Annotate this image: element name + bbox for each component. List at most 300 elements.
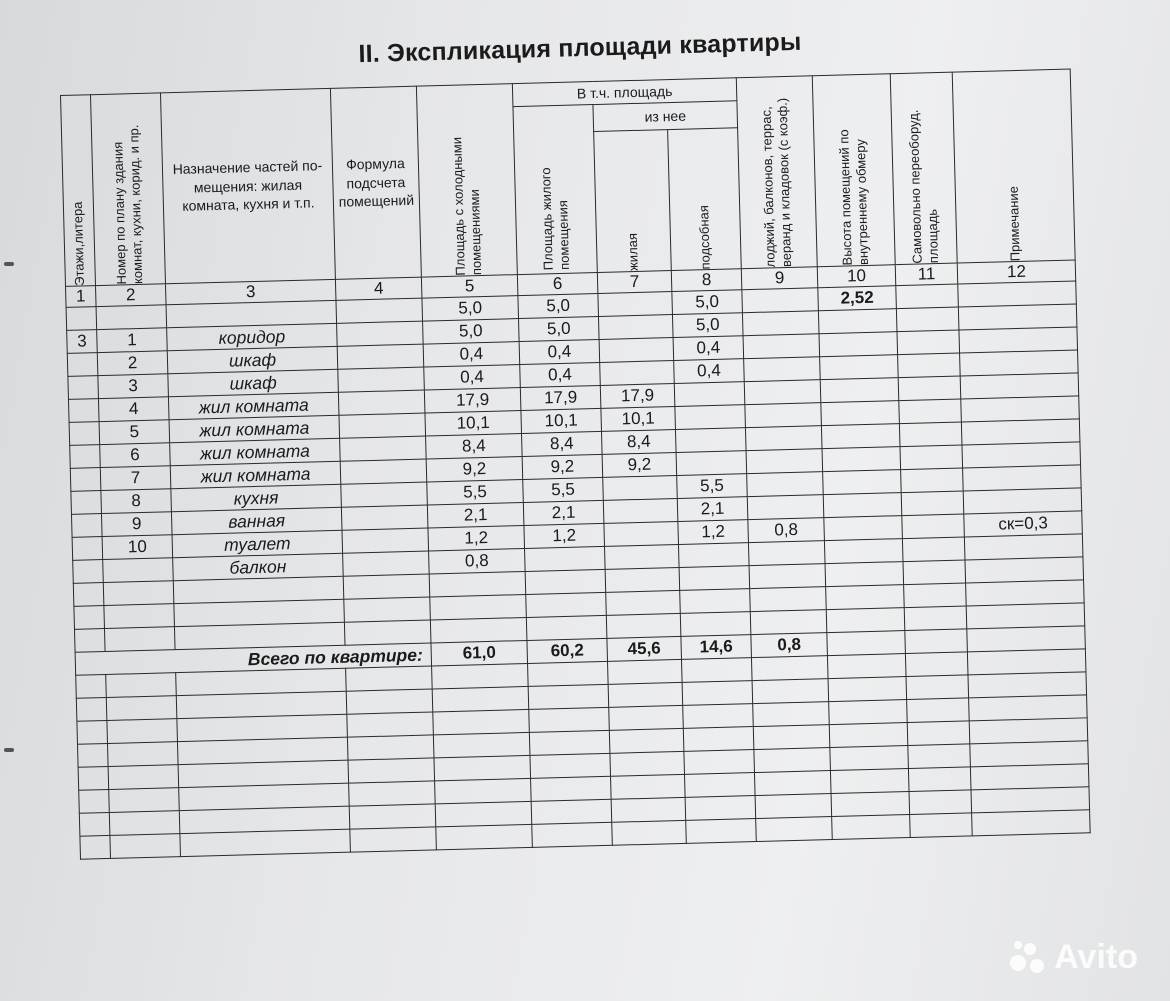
column-number: 10: [817, 265, 896, 288]
empty-cell: [684, 773, 755, 798]
empty-cell: [965, 557, 1084, 583]
empty-cell: [969, 695, 1088, 721]
column-number: 9: [741, 267, 818, 290]
empty-cell: [750, 610, 827, 635]
empty-cell: [908, 744, 971, 769]
empty-cell: [107, 742, 178, 767]
unauthorized-cell: [902, 514, 965, 539]
floor-cell: [71, 514, 102, 538]
header-auxiliary: подсобная: [668, 128, 742, 271]
empty-cell: [606, 590, 681, 615]
living-area-cell: 1,2: [524, 523, 605, 548]
plan-number-cell: 2: [97, 351, 168, 376]
living-cell: [598, 292, 673, 317]
auxiliary-cell: 5,5: [677, 474, 748, 499]
empty-cell: [430, 617, 527, 643]
avito-logo-icon: [1010, 941, 1048, 975]
empty-cell: [530, 753, 611, 778]
plan-number-cell: 1: [97, 328, 168, 353]
empty-cell: [529, 730, 610, 755]
empty-cell: [686, 819, 757, 844]
plan-number-cell: 3: [98, 374, 169, 399]
height-cell: [823, 493, 902, 518]
height-cell: [824, 539, 903, 564]
empty-cell: [350, 827, 437, 852]
room-name-cell: жил комната: [170, 461, 341, 488]
room-name-cell: шкаф: [167, 346, 338, 373]
empty-cell: [750, 587, 827, 612]
floor-cell: [70, 445, 101, 469]
empty-cell: [78, 743, 109, 767]
empty-cell: [829, 700, 908, 725]
auxiliary-cell: 5,0: [672, 313, 743, 338]
loggia-cell: [745, 426, 822, 451]
empty-cell: [829, 723, 908, 748]
empty-cell: [682, 681, 753, 706]
living-cell: [605, 544, 680, 569]
empty-cell: [684, 750, 755, 775]
plan-number-cell: 8: [101, 489, 172, 514]
height-cell: [820, 378, 899, 403]
room-name-cell: туалет: [172, 530, 343, 557]
floor-cell: [71, 491, 102, 515]
empty-cell: [529, 707, 610, 732]
living-area-cell: 8,4: [522, 431, 603, 456]
empty-cell: [347, 735, 434, 760]
height-cell: [821, 401, 900, 426]
empty-cell: [526, 615, 607, 640]
header-plan-number: Номер по плану здания комнат, кухни, корид. и пр.: [91, 93, 166, 286]
empty-cell: [907, 698, 970, 723]
empty-cell: [348, 758, 435, 783]
empty-cell: [751, 656, 828, 681]
note-cell: [960, 350, 1079, 376]
empty-cell: [531, 776, 612, 801]
unauthorized-cell: [902, 537, 965, 562]
formula-cell: [338, 390, 425, 415]
header-subgroup: из нее: [593, 101, 738, 132]
auxiliary-cell: 2,1: [677, 497, 748, 522]
empty-cell: [608, 659, 683, 684]
formula-cell: [343, 551, 430, 576]
column-number: 4: [335, 277, 422, 300]
floor-cell: [70, 468, 101, 492]
unauthorized-cell: [898, 376, 961, 401]
empty-cell: [608, 682, 683, 707]
empty-cell: [905, 652, 968, 677]
note-cell: [962, 442, 1081, 468]
living-area-cell: 0,4: [520, 362, 601, 387]
empty-cell: [754, 748, 831, 773]
room-name-cell: жил комната: [170, 438, 341, 465]
total-auxiliary: 14,6: [681, 635, 752, 660]
page-title: II. Экспликация площади квартиры: [358, 27, 802, 69]
floor-cell: [68, 376, 99, 400]
explication-table-sheet: [60, 69, 1090, 860]
empty-cell: [109, 788, 180, 813]
empty-cell: [683, 727, 754, 752]
note-cell: [959, 327, 1078, 353]
living-area-cell: 5,0: [519, 316, 600, 341]
empty-cell: [77, 720, 108, 744]
area-cold-cell: 0,4: [423, 342, 520, 368]
empty-cell: [680, 612, 751, 637]
loggia-cell: [744, 380, 821, 405]
room-name-cell: балкон: [173, 553, 344, 580]
empty-cell: [969, 718, 1088, 744]
header-loggias: лоджий, балконов, террас, веранд и кладовок (с коэф.): [736, 76, 817, 269]
plan-number-cell: 6: [100, 443, 171, 468]
empty-cell: [343, 574, 430, 599]
formula-cell: [341, 505, 428, 530]
plan-number-cell: 10: [102, 535, 173, 560]
loggia-cell: [745, 403, 822, 428]
empty-cell: [434, 755, 531, 781]
formula-cell: [341, 482, 428, 507]
empty-cell: [906, 675, 969, 700]
note-cell: [958, 304, 1077, 330]
empty-cell: [344, 620, 431, 645]
floor-cell: [73, 560, 104, 584]
area-cold-cell: 10,1: [425, 411, 522, 437]
empty-cell: [79, 812, 110, 836]
auxiliary-cell: 1,2: [678, 520, 749, 545]
header-unauthorized: Самовольно переоборуд. площадь: [890, 72, 957, 265]
unauthorized-cell: [896, 284, 959, 309]
living-area-cell: 0,4: [519, 339, 600, 364]
area-cold-cell: 5,0: [423, 319, 520, 345]
empty-cell: [972, 810, 1091, 836]
empty-cell: [904, 606, 967, 631]
formula-cell: [342, 528, 429, 553]
total-height: [827, 631, 906, 656]
empty-cell: [970, 764, 1089, 790]
loggia-cell: [742, 311, 819, 336]
empty-cell: [830, 769, 909, 794]
margin-mark: [4, 748, 14, 752]
total-label: Всего по квартире:: [75, 643, 431, 675]
column-number: 11: [895, 263, 958, 286]
total-area-cold: 61,0: [431, 640, 528, 666]
loggia-cell: 0,8: [748, 518, 825, 543]
empty-cell: [344, 597, 431, 622]
unauthorized-cell: [901, 491, 964, 516]
living-cell: 8,4: [601, 430, 676, 455]
height-cell: [824, 516, 903, 541]
note-cell: [958, 281, 1077, 307]
empty-cell: [907, 721, 970, 746]
area-cold-cell: 5,0: [422, 296, 519, 322]
floor-cell: [68, 399, 99, 423]
loggia-cell: [746, 449, 823, 474]
column-number: 2: [96, 284, 167, 307]
empty-cell: [609, 728, 684, 753]
empty-cell: [828, 677, 907, 702]
empty-cell: [971, 787, 1090, 813]
auxiliary-cell: [674, 382, 745, 407]
loggia-cell: [747, 472, 824, 497]
empty-cell: [526, 592, 607, 617]
empty-cell: [531, 799, 612, 824]
column-number: 6: [517, 272, 598, 295]
height-cell: [823, 470, 902, 495]
loggia-cell: [743, 334, 820, 359]
living-cell: [599, 338, 674, 363]
floor-cell: [69, 422, 100, 446]
empty-cell: [432, 686, 529, 712]
formula-cell: [337, 321, 424, 346]
empty-cell: [435, 801, 532, 827]
room-name-cell: кухня: [171, 484, 342, 511]
loggia-cell: [744, 357, 821, 382]
header-formula: Формула подсчета помещений: [330, 86, 421, 279]
living-cell: [598, 315, 673, 340]
living-area-cell: 2,1: [523, 500, 604, 525]
empty-cell: [832, 815, 911, 840]
area-cold-cell: 8,4: [426, 434, 523, 460]
empty-cell: [830, 746, 909, 771]
empty-cell: [826, 585, 905, 610]
floor-cell: [67, 353, 98, 377]
empty-cell: [756, 817, 833, 842]
empty-cell: [435, 778, 532, 804]
living-area-cell: 10,1: [521, 408, 602, 433]
empty-cell: [106, 673, 177, 698]
empty-cell: [831, 792, 910, 817]
empty-cell: [74, 606, 105, 630]
empty-cell: [432, 663, 529, 689]
empty-cell: [609, 705, 684, 730]
empty-cell: [605, 567, 680, 592]
room-name-cell: жил комната: [169, 415, 340, 442]
empty-cell: [76, 675, 107, 699]
living-area-cell: [525, 546, 606, 571]
empty-cell: [606, 613, 681, 638]
auxiliary-cell: [675, 405, 746, 430]
height-cell: [822, 447, 901, 472]
empty-cell: [104, 604, 175, 629]
living-area-cell: 5,5: [523, 477, 604, 502]
empty-cell: [966, 580, 1085, 606]
living-cell: [603, 475, 678, 500]
empty-cell: [903, 560, 966, 585]
empty-cell: [968, 672, 1087, 698]
area-cold-cell: 0,8: [429, 548, 526, 574]
unauthorized-cell: [899, 422, 962, 447]
note-cell: [964, 534, 1083, 560]
empty-cell: [346, 689, 433, 714]
column-number: 8: [671, 269, 742, 292]
empty-cell: [346, 666, 433, 691]
formula-cell: [338, 367, 425, 392]
empty-cell: [429, 571, 526, 597]
total-living: 45,6: [607, 636, 682, 661]
formula-cell: [336, 298, 423, 323]
empty-cell: [755, 771, 832, 796]
empty-cell: [966, 603, 1085, 629]
empty-cell: [749, 564, 826, 589]
loggia-cell: [747, 495, 824, 520]
room-name-cell: шкаф: [168, 369, 339, 396]
living-cell: 9,2: [602, 452, 677, 477]
explication-table: [60, 69, 1091, 860]
empty-cell: [107, 719, 178, 744]
note-cell: [960, 373, 1079, 399]
empty-cell: [103, 581, 174, 606]
floor-cell: 3: [67, 330, 98, 354]
empty-cell: [611, 774, 686, 799]
note-cell: [961, 396, 1080, 422]
empty-cell: [610, 751, 685, 776]
empty-cell: [910, 813, 973, 838]
empty-cell: [825, 562, 904, 587]
empty-cell: [753, 725, 830, 750]
empty-cell: [78, 766, 109, 790]
empty-cell: [683, 704, 754, 729]
auxiliary-cell: 0,4: [673, 336, 744, 361]
empty-cell: [73, 583, 104, 607]
area-cold-cell: 17,9: [424, 388, 521, 414]
height-cell: [820, 355, 899, 380]
formula-cell: [340, 459, 427, 484]
formula-cell: [337, 344, 424, 369]
plan-number-cell: 7: [100, 466, 171, 491]
empty-cell: [909, 790, 972, 815]
plan-number-cell: 5: [99, 420, 170, 445]
note-cell: [963, 465, 1082, 491]
plan-number-cell: [103, 558, 174, 583]
living-area-cell: 9,2: [522, 454, 603, 479]
column-number: 1: [66, 286, 97, 308]
empty-cell: [753, 702, 830, 727]
floor-cell: [72, 537, 103, 561]
header-note: Примечание: [952, 69, 1075, 263]
empty-cell: [681, 658, 752, 683]
empty-cell: [826, 608, 905, 633]
empty-cell: [433, 732, 530, 758]
total-note: [967, 626, 1086, 652]
area-cold-cell: 9,2: [426, 457, 523, 483]
empty-cell: [430, 594, 527, 620]
living-cell: [603, 498, 678, 523]
living-cell: 17,9: [600, 384, 675, 409]
height-cell: [819, 332, 898, 357]
empty-cell: [755, 794, 832, 819]
room-name-cell: жил комната: [168, 392, 339, 419]
unauthorized-cell: [896, 307, 959, 332]
note-cell: ск=0,3: [964, 511, 1083, 537]
living-area-cell: 5,0: [518, 293, 599, 318]
height-cell: [818, 309, 897, 334]
unauthorized-cell: [899, 399, 962, 424]
loggia-cell: [748, 541, 825, 566]
avito-watermark: Avito: [1010, 938, 1138, 977]
empty-cell: [532, 822, 613, 847]
floor-cell: [66, 307, 97, 331]
auxiliary-cell: [675, 428, 746, 453]
area-cold-cell: 1,2: [428, 526, 525, 552]
plan-number-cell: 4: [98, 397, 169, 422]
empty-cell: [108, 765, 179, 790]
auxiliary-cell: 0,4: [674, 359, 745, 384]
header-living: жилая: [594, 130, 672, 273]
empty-cell: [106, 696, 177, 721]
empty-cell: [967, 649, 1086, 675]
column-number: 5: [421, 275, 518, 299]
column-number: 12: [957, 260, 1076, 284]
empty-cell: [79, 789, 110, 813]
empty-cell: [109, 811, 180, 836]
header-floor: Этажи,литера: [61, 95, 96, 287]
formula-cell: [340, 436, 427, 461]
area-cold-cell: 2,1: [427, 503, 524, 529]
empty-cell: [110, 834, 181, 859]
area-cold-cell: 5,5: [427, 480, 524, 506]
empty-cell: [827, 654, 906, 679]
height-cell: 2,52: [818, 286, 897, 311]
empty-cell: [74, 629, 105, 653]
empty-cell: [347, 712, 434, 737]
empty-cell: [679, 566, 750, 591]
loggia-cell: [742, 288, 819, 313]
empty-cell: [104, 627, 175, 652]
living-area-cell: 17,9: [520, 385, 601, 410]
empty-cell: [752, 679, 829, 704]
unauthorized-cell: [900, 445, 963, 470]
room-name-cell: ванная: [171, 507, 342, 534]
empty-cell: [76, 697, 107, 721]
empty-cell: [433, 709, 530, 735]
empty-cell: [904, 583, 967, 608]
unauthorized-cell: [897, 330, 960, 355]
empty-cell: [528, 661, 609, 686]
area-cold-cell: 0,4: [424, 365, 521, 391]
empty-cell: [180, 829, 351, 856]
room-name-cell: коридор: [167, 323, 338, 350]
empty-cell: [528, 684, 609, 709]
empty-cell: [525, 569, 606, 594]
empty-cell: [612, 820, 687, 845]
header-purpose: Назначение частей по- мещения: жилая комната, кухня и т.п.: [160, 88, 335, 283]
header-group-area: В т.ч. площадь: [512, 78, 737, 107]
living-cell: 10,1: [601, 407, 676, 432]
empty-cell: [349, 781, 436, 806]
column-number: 3: [165, 279, 335, 304]
empty-cell: [680, 589, 751, 614]
auxiliary-cell: 5,0: [672, 290, 743, 315]
column-number: 7: [597, 271, 672, 294]
plan-number-cell: 9: [101, 512, 172, 537]
formula-cell: [339, 413, 426, 438]
empty-cell: [349, 804, 436, 829]
header-area-cold: Площадь с холодными помещениями: [416, 84, 517, 277]
height-cell: [821, 424, 900, 449]
header-height: Высота помещений по внутреннему обмеру: [812, 74, 895, 267]
empty-cell: [908, 767, 971, 792]
margin-mark: [4, 262, 14, 266]
unauthorized-cell: [901, 468, 964, 493]
empty-cell: [80, 835, 111, 859]
living-cell: [600, 361, 675, 386]
unauthorized-cell: [898, 353, 961, 378]
note-cell: [961, 419, 1080, 445]
total-unauthorized: [905, 629, 968, 654]
empty-cell: [611, 797, 686, 822]
plan-number-cell: [96, 305, 167, 330]
living-cell: [604, 521, 679, 546]
empty-cell: [436, 824, 533, 850]
auxiliary-cell: [676, 451, 747, 476]
